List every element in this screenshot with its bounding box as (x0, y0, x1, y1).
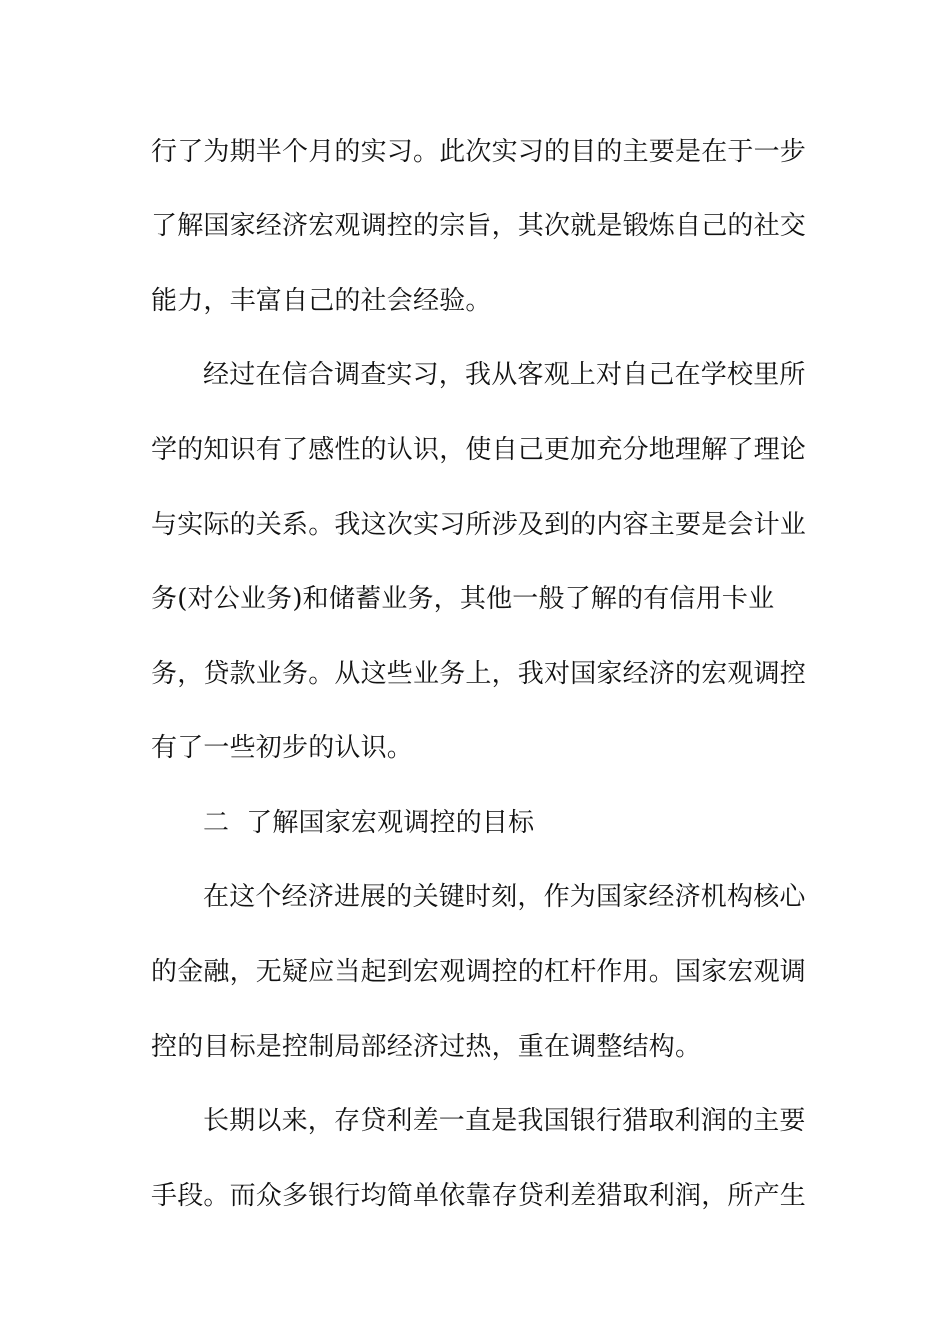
text-line: 行了为期半个月的实习。此次实习的目的主要是在于一步 (151, 137, 807, 167)
paragraph-first-line: 经过在信合调查实习，我从客观上对自己在学校里所 (203, 360, 806, 390)
section-heading: 二 了解国家宏观调控的目标 (203, 808, 535, 838)
text-line: 务，贷款业务。从这些业务上，我对国家经济的宏观调控 (151, 659, 807, 689)
text-line: 学的知识有了感性的认识，使自己更加充分地理解了理论 (151, 435, 807, 465)
paragraph-first-line: 长期以来，存贷利差一直是我国银行猎取利润的主要 (203, 1106, 806, 1136)
text-line: 有了一些初步的认识。 (151, 733, 414, 763)
text-line: 的金融，无疑应当起到宏观调控的杠杆作用。国家宏观调 (151, 957, 807, 987)
text-line: 能力，丰富自己的社会经验。 (151, 286, 492, 316)
text-line: 手段。而众多银行均简单依靠存贷利差猎取利润，所产生 (151, 1181, 807, 1211)
text-line: 与实际的关系。我这次实习所涉及到的内容主要是会计业 (151, 510, 807, 540)
text-line: 了解国家经济宏观调控的宗旨，其次就是锻炼自己的社交 (151, 211, 807, 241)
text-line: 控的目标是控制局部经济过热，重在调整结构。 (151, 1032, 702, 1062)
text-line: 务(对公业务)和储蓄业务，其他一般了解的有信用卡业 (151, 584, 775, 614)
paragraph-first-line: 在这个经济进展的关键时刻，作为国家经济机构核心 (203, 882, 806, 912)
